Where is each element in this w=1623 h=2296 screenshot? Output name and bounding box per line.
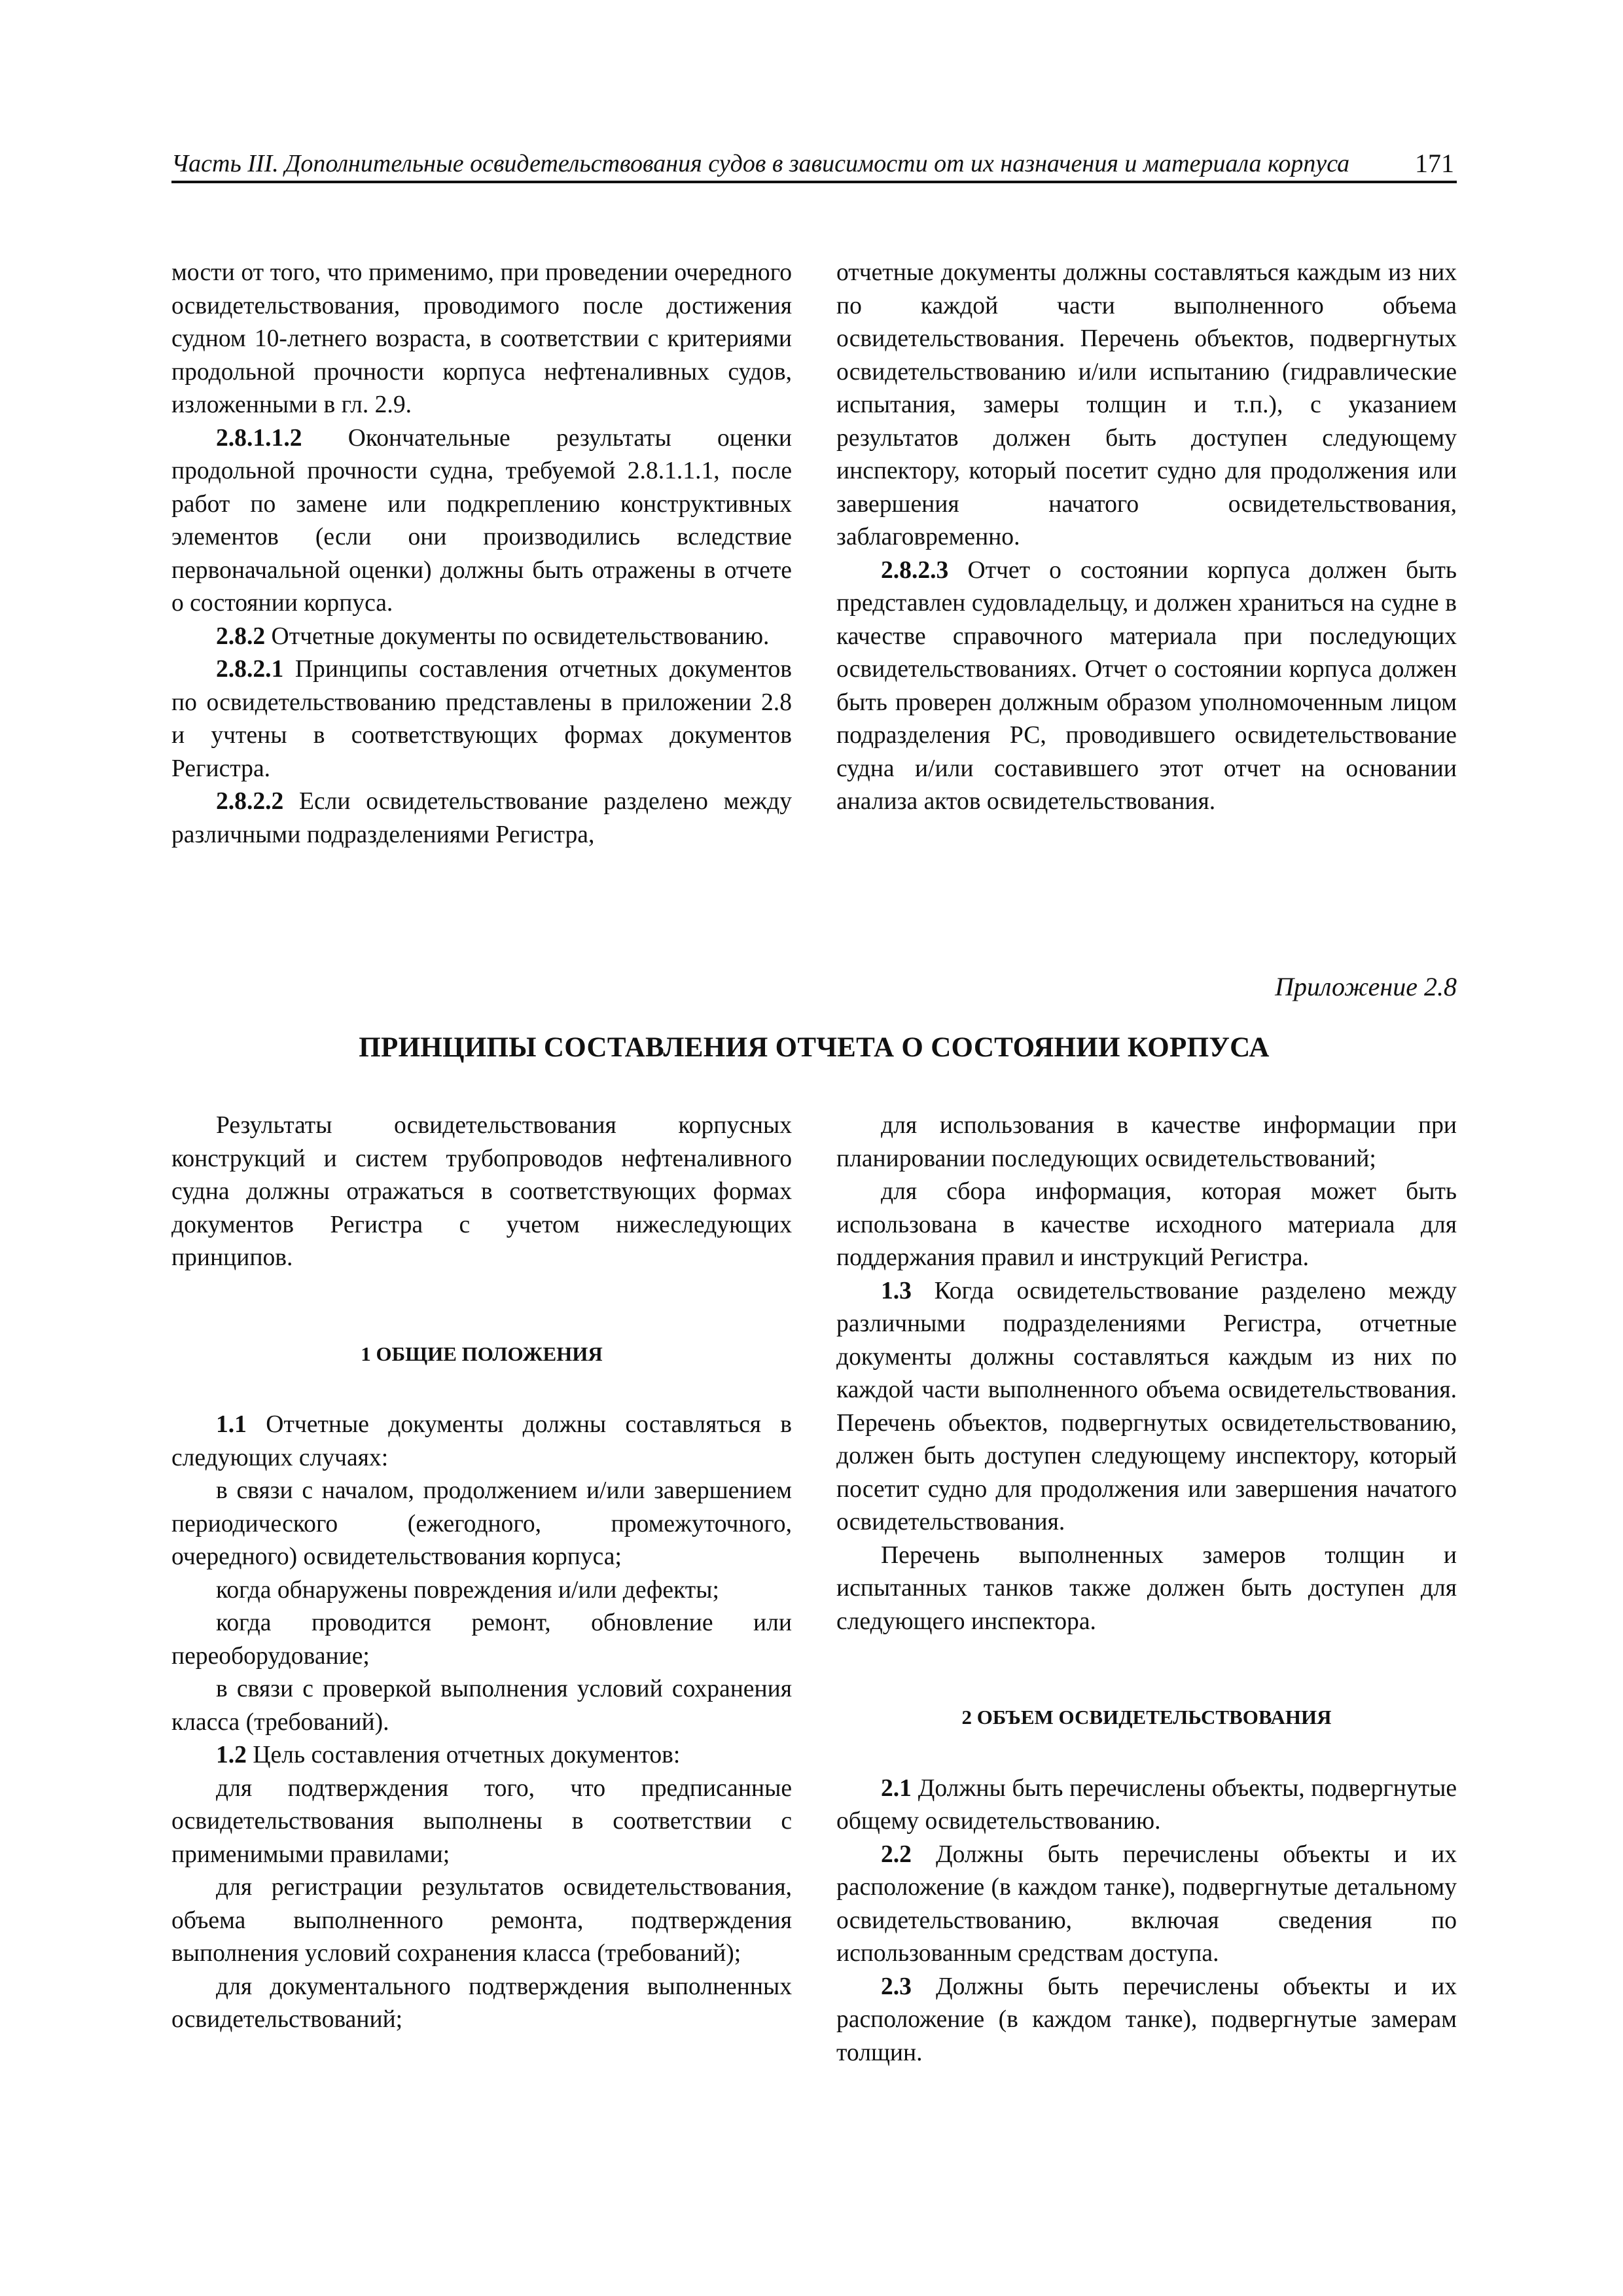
running-header [171, 139, 1457, 183]
list-item: когда проводится ремонт, обновление или переоборудование; [171, 1609, 792, 1670]
paragraph: 2.8.2.1 Принципы составления отчетных документов по освидетельствованию представлены в приложении 2.8 и учтены в соответствующих формах документов Регистра. [171, 656, 792, 782]
bottom-left-column [171, 1109, 792, 2037]
clause-number: 2.8.2.1 [216, 656, 284, 683]
clause-number: 1.1 [216, 1411, 247, 1438]
section-title: 1 ОБЩИЕ ПОЛОЖЕНИЯ [361, 1342, 603, 1365]
clause-number: 1.2 [216, 1742, 247, 1768]
paragraph: 2.1 Должны быть перечислены объекты, подвергнутые общему освидетельствованию. [836, 1774, 1457, 1835]
list-item: в связи с началом, продолжением и/или завершением периодического (ежегодного, промежуточного, очередного) освидетельствования корпуса; [171, 1477, 792, 1570]
appendix-title: ПРИНЦИПЫ СОСТАВЛЕНИЯ ОТЧЕТА О СОСТОЯНИИ КОРПУСА [359, 1032, 1270, 1063]
page-number: 171 [1415, 149, 1454, 178]
clause-number: 2.8.1.1.2 [216, 424, 302, 452]
clause-number: 2.8.2.2 [216, 788, 284, 815]
list-item: в связи с проверкой выполнения условий сохранения класса (требований). [171, 1676, 792, 1736]
clause-number: 2.8.2 [216, 622, 266, 650]
appendix-label: Приложение 2.8 [1275, 972, 1457, 1001]
section-title: 2 ОБЪЕМ ОСВИДЕТЕЛЬСТВОВАНИЯ [961, 1706, 1332, 1729]
paragraph: 2.3 Должны быть перечислены объекты и их расположение (в каждом танке), подвергнутые замерам толщин. [836, 1973, 1457, 2066]
paragraph: 1.3 Когда освидетельствование разделено между различными подразделениями Регистра, отчетные документы должны составляться каждым из них по каждой части выполненного объема освидетельствования. Перечень объектов, подвергнутых освидетельствованию, должен быть доступен следующему инспектору, который посетит судно для продолжения или завершения начатого освидетельствования. [836, 1277, 1457, 1535]
clause-number: 2.1 [881, 1774, 912, 1802]
paragraph: 2.2 Должны быть перечислены объекты и их расположение (в каждом танке), подвергнутые детальному освидетельствованию, включая сведения по использованным средствам доступа. [836, 1840, 1457, 1967]
clause-number: 2.3 [881, 1973, 912, 2000]
paragraph: 2.8.2 Отчетные документы по освидетельствованию. [216, 622, 770, 650]
paragraph: 1.2 Цель составления отчетных документов: [216, 1742, 681, 1768]
list-item: для подтверждения того, что предписанные освидетельствования выполнены в соответствии с применимыми правилами; [171, 1774, 792, 1868]
paragraph: Результаты освидетельствования корпусных конструкций и систем трубопроводов нефтеналивного судна должны отражаться в соответствующих формах документов Регистра с учетом нижеследующих принципов. [171, 1112, 792, 1271]
paragraph: 2.8.1.1.2 Окончательные результаты оценки продольной прочности судна, требуемой 2.8.1.1.1, после работ по замене или подкреплению конструктивных элементов (если они производились вследствие первоначальной оценки) должны быть отражены в отчете о состоянии корпуса. [171, 424, 792, 617]
paragraph: 2.8.2.3 Отчет о состоянии корпуса должен быть представлен судовладельцу, и должен храниться на судне в качестве справочного материала при последующих освидетельствованиях. Отчет о состоянии корпуса должен быть проверен должным образом уполномоченным лицом подразделения РС, проводившего освидетельствование судна и/или составившего этот отчет на основании анализа актов освидетельствования. [836, 556, 1457, 815]
list-item: для сбора информация, которая может быть использована в качестве исходного материала для поддержания правил и инструкций Регистра. [836, 1178, 1457, 1271]
bottom-right-column [836, 1109, 1457, 2070]
list-item: когда обнаружены повреждения и/или дефекты; [216, 1576, 719, 1604]
list-item: для использования в качестве информации при планировании последующих освидетельствований; [836, 1112, 1457, 1172]
clause-number: 1.3 [881, 1277, 912, 1304]
list-item: для документального подтверждения выполненных освидетельствований; [171, 1973, 792, 2033]
paragraph: мости от того, что применимо, при проведении очередного освидетельствования, проводимого после достижения судном 10-летнего возраста, в соответствии с критериями продольной прочности корпуса нефтеналивных судов, изложенными в гл. 2.9. [171, 259, 792, 418]
top-left-column [171, 257, 792, 852]
paragraph: отчетные документы должны составляться каждым из них по каждой части выполненного объема освидетельствования. Перечень объектов, подвергнутых освидетельствованию и/или испытанию (гидравлические испытания, замеры толщин и т.п.), с указанием результатов должен быть доступен следующему инспектору, который посетит судно для продолжения или завершения начатого освидетельствования, заблаговременно. [836, 259, 1457, 550]
paragraph: Перечень выполненных замеров толщин и испытанных танков также должен быть доступен для следующего инспектора. [836, 1541, 1457, 1635]
list-item: для регистрации результатов освидетельствования, объема выполненного ремонта, подтверждения выполнения условий сохранения класса (требований); [171, 1874, 792, 1967]
clause-number: 2.8.2.3 [881, 556, 949, 584]
paragraph: 2.8.2.2 Если освидетельствование разделено между различными подразделениями Регистра, [171, 788, 792, 848]
running-title: Часть III. Дополнительные освидетельствования судов в зависимости от их назначения и материала корпуса [171, 150, 1350, 177]
clause-number: 2.2 [881, 1840, 912, 1868]
paragraph: 1.1 Отчетные документы должны составляться в следующих случаях: [171, 1411, 792, 1471]
top-right-column [836, 257, 1457, 819]
